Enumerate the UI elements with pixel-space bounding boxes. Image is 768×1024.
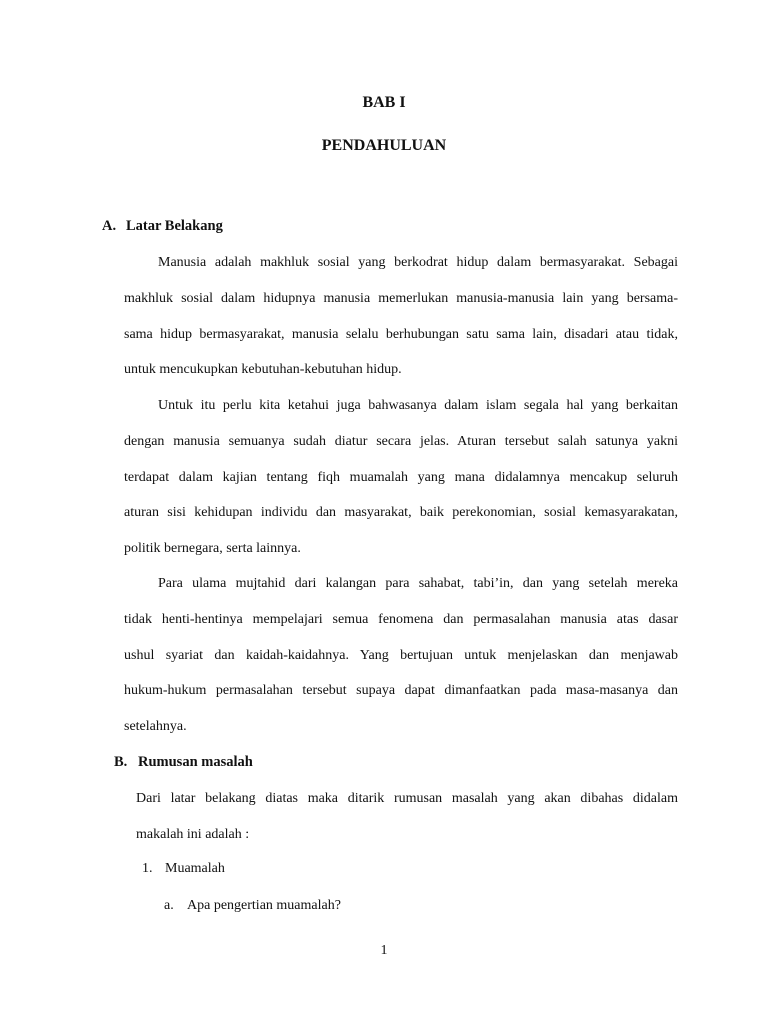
sub-list-item-marker: a. — [164, 898, 174, 913]
paragraph-latar-belakang-1 — [124, 245, 678, 388]
paragraph-latar-belakang-2 — [124, 388, 678, 567]
paragraph-line: aturan sisi kehidupan individu dan masyarakat, baik perekonomian, sosial kemasyarakatan, — [124, 505, 678, 521]
paragraph-line: makalah ini adalah : — [136, 826, 250, 842]
paragraph-line: makhluk sosial dalam hidupnya manusia memerlukan manusia-manusia lain yang bersama- — [124, 290, 678, 306]
section-a-title: Latar Belakang — [126, 218, 223, 234]
paragraph-line: politik bernegara, serta lainnya. — [124, 541, 301, 557]
paragraph-line: Manusia adalah makhluk sosial yang berkodrat hidup dalam bermasyarakat. Sebagai — [158, 255, 678, 270]
paragraph-line: Dari latar belakang diatas maka ditarik rumusan masalah yang akan dibahas didalam — [136, 791, 678, 806]
paragraph-line: dengan manusia semuanya sudah diatur secara jelas. Aturan tersebut salah satunya yakni — [124, 433, 678, 449]
list-item-marker: 1. — [142, 861, 153, 876]
section-b-marker: B. — [114, 754, 128, 770]
paragraph-line: Untuk itu perlu kita ketahui juga bahwasanya dalam islam segala hal yang berkaitan — [158, 398, 678, 413]
page-number: 1 — [380, 943, 388, 958]
paragraph-line: ushul syariat dan kaidah-kaidahnya. Yang bertujuan untuk menjelaskan dan menjawab — [124, 647, 678, 663]
section-b-title: Rumusan masalah — [138, 754, 253, 770]
list-item-text: Muamalah — [165, 861, 225, 876]
chapter-number: BAB I — [362, 94, 406, 111]
sub-list-item-text: Apa pengertian muamalah? — [187, 898, 341, 913]
paragraph-line: hukum-hukum permasalahan tersebut supaya dapat dimanfaatkan pada masa-masanya dan — [124, 683, 678, 699]
paragraph-rumusan-masalah — [136, 781, 678, 853]
paragraph-line: Para ulama mujtahid dari kalangan para sahabat, tabi’in, dan yang setelah mereka — [158, 576, 678, 591]
paragraph-line: terdapat dalam kajian tentang fiqh muamalah yang mana didalamnya mencakup seluruh — [124, 469, 678, 485]
paragraph-latar-belakang-3 — [124, 566, 678, 745]
paragraph-line: setelahnya. — [124, 719, 187, 735]
paragraph-line: untuk mencukupkan kebutuhan-kebutuhan hidup. — [124, 362, 402, 378]
section-a-marker: A. — [102, 218, 117, 234]
chapter-title: PENDAHULUAN — [321, 137, 447, 154]
paragraph-line: tidak henti-hentinya mempelajari semua fenomena dan permasalahan manusia atas dasar — [124, 611, 678, 627]
paragraph-line: sama hidup bermasyarakat, manusia selalu berhubungan satu sama lain, disadari atau tidak, — [124, 326, 678, 342]
